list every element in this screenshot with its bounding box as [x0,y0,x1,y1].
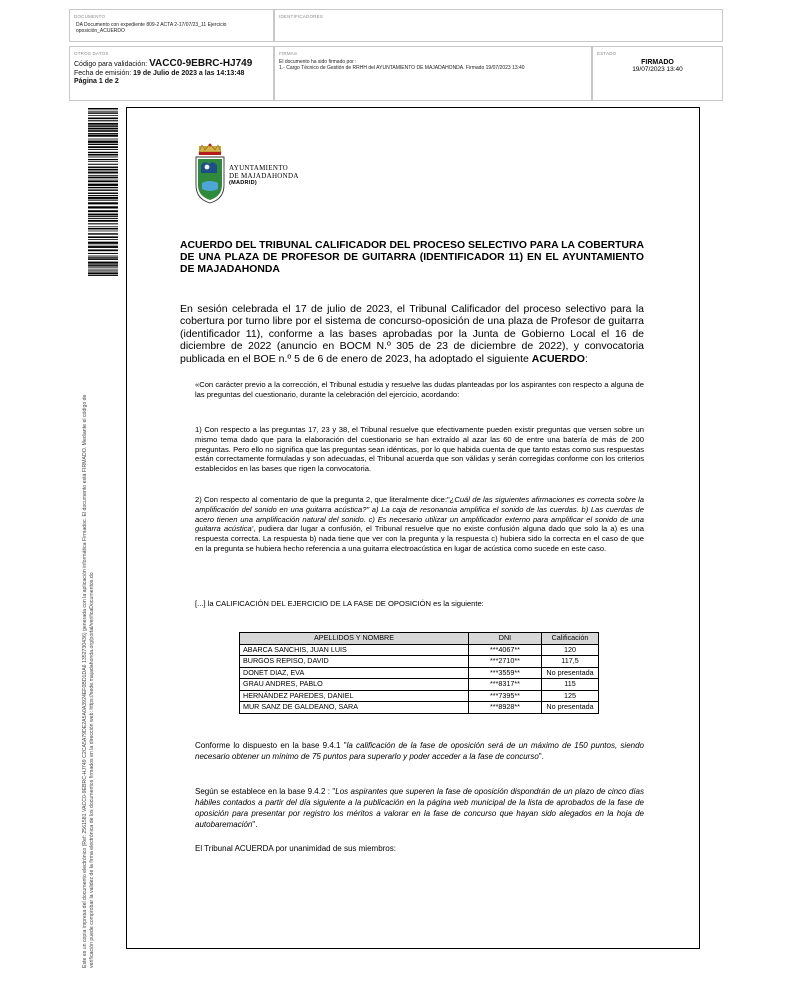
otros-datos-label: OTROS DATOS [74,51,109,56]
cell-calificacion: 117,5 [542,656,599,668]
cell-calificacion: 120 [542,644,599,656]
intro-paragraph: En sesión celebrada el 17 de julio de 2023, el Tribunal Calificador del proceso selectivo para la cobertura por turno libre por el sistema de concurso-oposición de una plaza de Profesor de guitarra (identificador 11), conforme a las bases aprobadas por la Junta de Gobierno Local el 16 de diciembre de 2022 (anuncio en BOCM N.º 305 de 23 de diciembre de 2022), y convocatoria publicada en el BOE n.º 5 de 6 de enero de 2023, ha adoptado el siguiente ACUERDO: [180,303,644,365]
acuerdo-keyword: ACUERDO [531,352,585,365]
header-firmas-box [274,46,592,101]
documento-label: DOCUMENTO [74,14,106,19]
cell-dni: ***8317** [469,679,542,691]
ayto-line-1: AYUNTAMIENTO [229,164,289,172]
cell-calificacion: 125 [542,690,599,702]
table-header-row [240,633,599,645]
cell-nombre: BURGOS REPISO, DAVID [240,656,469,668]
document-title: ACUERDO DEL TRIBUNAL CALIFICADOR DEL PROCESO SELECTIVO PARA LA COBERTURA DE UNA PLAZA DE PROFESOR DE GUITARRA (IDENTIFICADOR 11) EN EL AYUNTAMIENTO DE MAJADAHONDA [180,240,644,275]
table-row [240,690,599,702]
col-header-dni: DNI [469,633,542,645]
fecha-value: 19 de Julio de 2023 a las 14:13:48 [133,69,245,77]
col-header-calificacion: Calificación [542,633,599,645]
firmas-label: FIRMAS [279,51,298,56]
codigo-value: VACC0-9EBRC-HJ749 [149,58,253,69]
col-header-nombre: APELLIDOS Y NOMBRE [240,633,469,645]
documento-value: DA Documento con expediente 809-2 ACTA 2-17/07/23_11 Ejercicio oposición_ACUERDO [76,22,227,34]
majadahonda-crest-logo [193,143,227,205]
table-row [240,644,599,656]
side-text-line-2: verificación puede comprobar la validez de la firma electrónica de los documentos firmados en la dirección web: https://sede.majadahonda.org/portal/verificaDocumentos.do [88,572,95,968]
cell-nombre: ABARCA SANCHIS, JUAN LUIS [240,644,469,656]
cell-calificacion: 115 [542,679,599,691]
verification-side-text [82,98,95,968]
firmas-intro: El documento ha sido firmado por : [279,59,357,65]
ayto-line-3: (MADRID) [229,180,258,186]
header-documento-box [69,9,274,42]
cell-nombre: MUR SANZ DE GALDEANO, SARA [240,702,469,714]
table-row [240,702,599,714]
header-otros-datos-box [69,46,274,101]
estado-fecha: 19/07/2023 13:40 [632,66,683,73]
codigo-validacion [74,60,269,70]
calificacion-intro: [...] la CALIFICACIÓN DEL EJERCICIO DE LA FASE DE OPOSICIÓN es la siguiente: [195,599,484,608]
fecha-emision [74,70,269,79]
cell-calificacion: No presentada [542,667,599,679]
quote-paragraph-1: «Con carácter previo a la corrección, el Tribunal estudia y resuelve las dudas planteadas por los aspirantes con respecto a alguna de las preguntas del cuestionario, durante la celebración del ejercicio, acordando: [195,380,644,399]
cell-dni: ***7395** [469,690,542,702]
tribunal-acuerda-paragraph: El Tribunal ACUERDA por unanimidad de sus miembros: [195,844,396,853]
quote-paragraph-3: 2) Con respecto al comentario de que la pregunta 2, que literalmente dice:"¿Cuál de las siguientes afirmaciones es correcta sobre la amplificación del sonido en una guitarra acústica?" a) La caja de resonancia amplifica el sonido de las cuerdas. b) Las cuerdas de acero tienen una amplificación natural del sonido. c) Es necesario utilizar un amplificador externo para amplificar el sonido de una guitarra acústica', pudiera dar lugar a confusión, el Tribunal resuelve que no existe confusión alguna dado que solo la a) es una respuesta correcta. La respuesta b) nada tiene que ver con la pregunta y la respuesta c) hubiera sido la correcta en el caso de que en la pregunta se hubiera hecho referencia a una guitarra electroacústica en lugar de acústica como sucede en este caso. [195,495,644,553]
quote-paragraph-2: 1) Con respecto a las preguntas 17, 23 y 38, el Tribunal resuelve que efectivamente pueden existir preguntas que versen sobre un mismo tema dado que para la elaboración del cuestionario se han extraído al azar las 60 de entre una batería de más de 200 preguntas. Pero ello no significa que las preguntas sean idénticas, por lo que habida cuenta de que tanto estas como sus respuestas están correctamente formuladas y son adecuadas, el Tribunal acuerda que son válidas y serán corregidas conforme con los criterios establecidos en las bases que rigen la convocatoria. [195,425,644,474]
header-identificadores-box [274,9,723,42]
base-942-paragraph: Según se establece en la base 9.4.2 : "Los aspirantes que superen la fase de oposición dispondrán de un plazo de cinco días hábiles contados a partir del día siguiente a la publicación en la página web municipal de la lista de aprobados de la fase de oposición para presentar por registro los méritos a valorar en la fase de concurso que hayan sido alegados en la hoja de autobaremación". [195,787,645,829]
base-941-paragraph: Conforme lo dispuesto en la base 9.4.1 "la calificación de la fase de oposición será de un máximo de 150 puntos, siendo necesario obtener un mínimo de 75 puntos para superarlo y poder acceder a la fase de concurso". [195,741,645,761]
table-row [240,667,599,679]
table-row [240,656,599,668]
cell-nombre: GRAU ANDRES, PABLO [240,679,469,691]
cell-dni: ***2710** [469,656,542,668]
cell-nombre: DONET DIAZ, EVA [240,667,469,679]
table-row [240,679,599,691]
fecha-label: Fecha de emisión: [74,69,132,77]
cell-calificacion: No presentada [542,702,599,714]
cell-dni: ***3559** [469,667,542,679]
codigo-label: Código para validación: [74,61,148,68]
cell-dni: ***8928** [469,702,542,714]
header-estado-box [592,46,723,101]
results-table [239,632,599,714]
estado-label: ESTADO [597,51,617,56]
firmas-item: 1.- Cargo Técnico de Gestión de RRHH del AYUNTAMIENTO DE MAJADAHONDA. Firmado 19/07/2023 13:40 [279,65,525,71]
identificadores-label: IDENTIFICADORES [279,14,324,19]
page-count: Página 1 de 2 [74,78,119,85]
cell-dni: ***4067** [469,644,542,656]
ayto-line-2: DE MAJADAHONDA [229,171,299,180]
estado-value: FIRMADO [641,59,674,66]
side-text-line-1: Este es un copia impresa del documento electrónico (Ref: 2561581 VACC0-9EBRC-HJ749 C2CA5A79DE2A5A0A3924EF0BD1DA6 1352730436) generada con la aplicación informática Firmadoc. El documento está FIRMADO. Mediante el código de [82,394,88,968]
ayuntamiento-name [229,165,299,188]
cell-nombre: HERNÁNDEZ PAREDES, DANIEL [240,690,469,702]
